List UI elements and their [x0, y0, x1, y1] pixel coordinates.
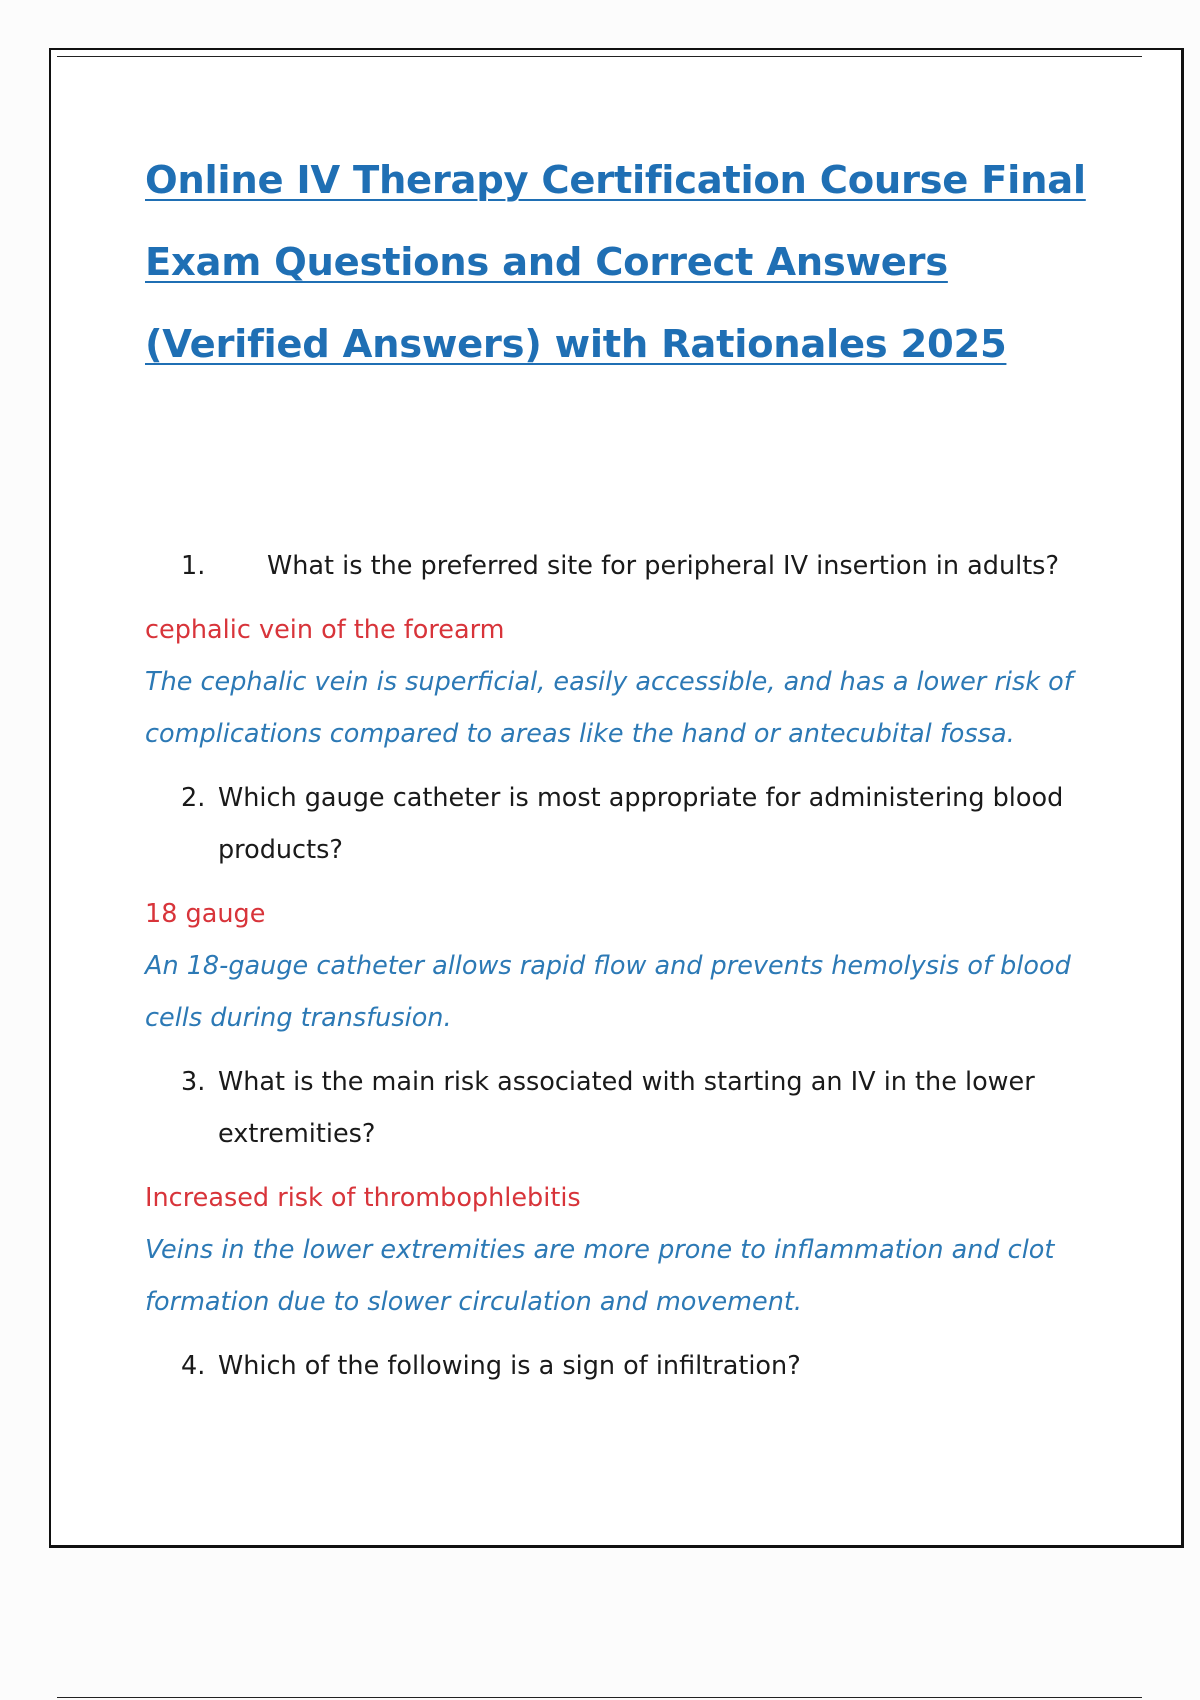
- footer-rule: [57, 1697, 1142, 1698]
- exam-content: [145, 540, 1095, 1392]
- question-block-2: [145, 772, 1095, 1044]
- question-block-1: [145, 540, 1095, 760]
- title-line-3: (Verified Answers) with Rationales 2025: [145, 322, 1007, 367]
- question-body: Which gauge catheter is most appropriate for administering blood products?: [218, 783, 1064, 865]
- rationale-text: An 18-gauge catheter allows rapid flow and prevents hemolysis of blood cells during transfusion.: [145, 951, 1071, 1033]
- answer-text: Increased risk of thrombophlebitis: [145, 1183, 581, 1213]
- question-body: What is the preferred site for peripheral IV insertion in adults?: [267, 551, 1060, 581]
- title-line-2: Exam Questions and Correct Answers: [145, 240, 948, 285]
- answer-text: cephalic vein of the forearm: [145, 615, 505, 645]
- question-body: What is the main risk associated with starting an IV in the lower extremities?: [218, 1067, 1035, 1149]
- question-number: 1.: [181, 551, 206, 581]
- rationale-text: Veins in the lower extremities are more prone to inflammation and clot formation due to slower circulation and movement.: [145, 1235, 1055, 1317]
- question-body: Which of the following is a sign of infiltration?: [218, 1351, 801, 1381]
- question-text: [145, 1056, 1095, 1160]
- rationale-text: The cephalic vein is superficial, easily accessible, and has a lower risk of complications compared to areas like the hand or antecubital fossa.: [145, 667, 1073, 749]
- answer-text: 18 gauge: [145, 899, 266, 929]
- question-block-3: [145, 1056, 1095, 1328]
- question-block-4: [145, 1340, 1095, 1392]
- header-rule: [57, 56, 1142, 57]
- question-number: 4.: [181, 1351, 206, 1381]
- question-text: [145, 772, 1095, 876]
- question-number: 2.: [181, 783, 206, 813]
- question-text: [145, 540, 1095, 592]
- question-number: 3.: [181, 1067, 206, 1097]
- question-text: [145, 1340, 1095, 1392]
- document-title: [145, 140, 1105, 386]
- title-line-1: Online IV Therapy Certification Course Final: [145, 158, 1086, 203]
